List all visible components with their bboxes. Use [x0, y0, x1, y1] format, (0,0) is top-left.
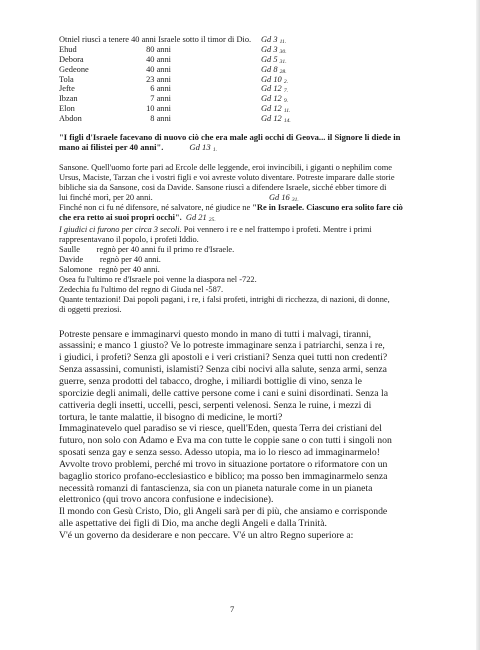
body-line: sporcizie degli animali, delle cattive persone come i cani e suini disordinati. Senza la [59, 387, 388, 399]
body-line: necessità romanzi di fantascienza, sia con un pianeta naturale come in un pianeta [59, 482, 373, 494]
judge-row [59, 94, 459, 104]
text-line: Finché non ci fu né difensore, né salvatore, né giudice ne "Re in Israele. Ciascuno era solito fare ciò [59, 202, 403, 212]
body-line: sposati senza gay e senza sesso. Adesso utopia, ma io lo riesco ad immaginarmelo! [59, 447, 380, 459]
judges-table [59, 35, 459, 124]
judge-name: Tola [59, 74, 74, 84]
body-line: Senza assassini, comunisti, islamisti? Senza cibi nocivi alla salute, senza armi, senza [59, 364, 387, 376]
text-line: bibliche sia da Sansone, cosi da Davide. Sansone riuscì a difendere Israele, sicché ebber timore di [59, 182, 387, 192]
judge-ref: Gd 3 $_{30.}$ [261, 44, 287, 55]
body-line: cattiveria degli insetti, uccelli, pesci, serpenti velenosi. Senza le ruine, i mezzi di [59, 399, 372, 411]
judge-years: 6 anni [150, 84, 171, 94]
judge-years: 10 anni [146, 104, 171, 114]
judge-name: Abdon [59, 114, 82, 124]
page-number: 7 [230, 604, 235, 614]
judge-ref: Gd 12 $_{7.}$ [261, 84, 289, 95]
body-line: elettronico (qui trovo ancora confusione e indecisione). [59, 494, 274, 506]
text-line: Salomone regnò per 40 anni. [59, 265, 160, 275]
judge-name: Elon [59, 104, 75, 114]
body-line: Avvolte trovo problemi, perché mi trovo in situazione portatore o riformatore con un [59, 458, 388, 470]
judge-ref: Gd 12 $_{9.}$ [261, 94, 289, 105]
judge-years: 40 anni [146, 64, 171, 74]
judge-years: 23 anni [146, 74, 171, 84]
judge-ref: Gd 3 $_{11.}$ [261, 35, 287, 45]
body-line: Il mondo con Gesù Cristo, Dio, gli Angeli sarà per di più, che ansiamo e corrisponde [59, 506, 388, 518]
text-line: rappresentavano il popolo, i profeti Iddio. [59, 235, 199, 245]
judge-name: Ibzan [59, 94, 78, 104]
quote-line: mano ai filistei per 40 anni". Gd 13 $_{1.}$ [59, 142, 218, 154]
body-line: i giudici, i profeti? Senza gli apostoli e i veri cristiani? Senza quei tutti non credenti? [59, 352, 388, 364]
text-line: Ursus, Maciste, Tarzan che i vostri figli e voi avreste voluto diventare. Potreste imparare dalle storie [59, 172, 395, 182]
text-line: Sansone. Quell'uomo forte pari ad Ercole delle leggende, eroi invincibili, i giganti o nephilim come [59, 163, 392, 173]
text-line: Quante tentazioni! Dai popoli pagani, i re, i falsi profeti, intrighi di ricchezza, di nazioni, di donne, [59, 294, 390, 304]
judge-row [59, 114, 459, 124]
judge-name: Ehud [59, 44, 77, 54]
judge-row-lead: Otniel riuscì a tenere 40 anni Israele sotto il timor di Dio. [59, 35, 252, 44]
body-line: alle aspettative dei figli di Dio, ma anche degli Angeli e dalla Trinità. [59, 518, 327, 530]
body-line: futuro, non solo con Adamo e Eva ma con tutte le coppie sane o con tutti i singoli non [59, 435, 392, 447]
judge-row [59, 84, 459, 94]
body-line: Potreste pensare e immaginarvi questo mondo in mano di tutti i malvagi, tiranni, [59, 328, 372, 340]
judge-years: 8 anni [150, 114, 171, 124]
judge-row [59, 45, 459, 55]
judge-name: Debora [59, 54, 84, 64]
sansone-ref: Gd 16 $_{31.}$ [269, 192, 299, 203]
body-line: assassini; e manco 1 giusto? Ve lo potreste immaginare senza i patriarchi, senza i re, [59, 340, 385, 352]
quote-ref: Gd 13 $_{1.}$ [189, 142, 218, 154]
body-line: tortura, le tante malattie, il bisogno di medicine, le morti? [59, 411, 283, 423]
quote-line: "I figli d'Israele facevano di nuovo ciò che era male agli occhi di Geova... il Signore li diede in [59, 132, 401, 143]
judges-13-quote [59, 132, 459, 155]
main-body [59, 329, 459, 542]
text-line: Zedechia fu l'ultimo del regno di Giuda nel -587. [59, 284, 224, 294]
text-line: I giudici ci furono per circa 3 secoli. Poi vennero i re e nel frattempo i profeti. Mentre i primi [59, 225, 372, 235]
document-page [59, 35, 459, 542]
judge-row [59, 55, 459, 65]
judge-years: 40 anni [146, 54, 171, 64]
judge-row [59, 35, 459, 45]
judge-ref: Gd 10 $_{2.}$ [261, 74, 289, 85]
text-line: lui finché morì, per 20 anni. Gd 16 $_{31.}$ [59, 193, 459, 203]
judge-years: 7 anni [150, 94, 171, 104]
text-line: che era retto ai suoi propri occhi". Gd 21 $_{25.}$ [59, 212, 216, 223]
judge-row [59, 104, 459, 114]
body-line: Immaginatevelo quel paradiso se vi riesce, quell'Eden, questa Terra dei cristiani del [59, 423, 382, 435]
text-line: Davide regnò per 40 anni. [59, 255, 161, 265]
sansone-ref-2: Gd 21 $_{25.}$ [185, 212, 216, 223]
judge-ref: Gd 8 $_{28.}$ [261, 64, 287, 75]
judge-years: 80 anni [146, 44, 171, 54]
sansone-section [59, 163, 459, 315]
judge-row [59, 75, 459, 85]
judge-ref: Gd 12 $_{14.}$ [261, 114, 291, 125]
text-line: Osea fu l'ultimo re d'Israele poi venne la diaspora nel -722. [59, 274, 257, 284]
judge-ref: Gd 5 $_{31.}$ [261, 54, 287, 65]
body-line: V'é un governo da desiderare e non peccare. V'é un altro Regno superiore a: [59, 529, 354, 541]
body-line: guerre, senza prodotti del tabacco, droghe, i miliardi bottiglie di vino, senza le [59, 375, 362, 387]
judge-ref: Gd 12 $_{11.}$ [261, 104, 291, 115]
body-line: bagaglio storico profano-ecclesiastico e biblico; ma posso ben immaginarmelo senza [59, 470, 388, 482]
scan-edge [476, 0, 480, 650]
judge-name: Gedeone [59, 64, 89, 74]
judge-row [59, 65, 459, 75]
judge-name: Jefte [59, 84, 75, 94]
text-line: Saulle regnò per 40 anni fu il primo re d'Israele. [59, 245, 235, 255]
text-line: di oggetti preziosi. [59, 304, 122, 314]
